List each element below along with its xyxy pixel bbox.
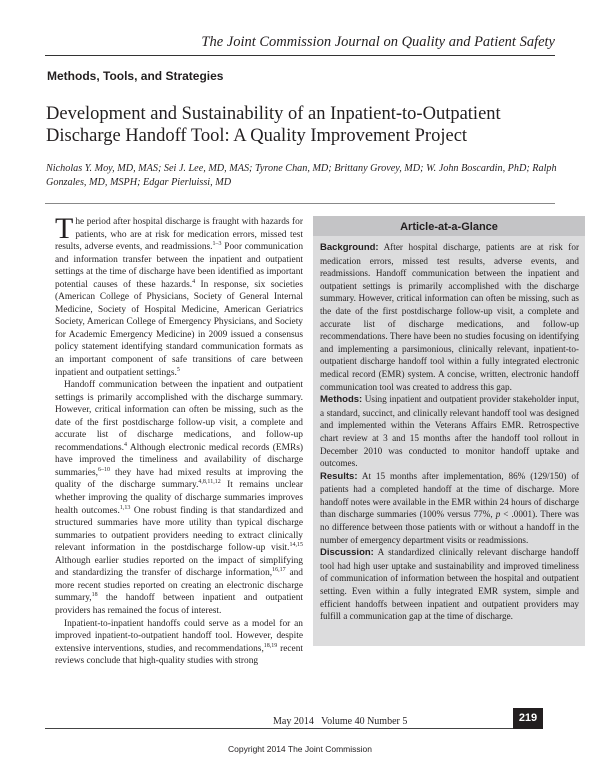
citation: 4 [192,278,196,285]
copyright-notice: Copyright 2014 The Joint Commission [228,744,372,754]
header-rule [45,55,555,56]
citation: 4 [124,441,127,448]
citation: 18,19 [263,642,278,649]
citation: 4,8,11,12 [198,479,221,486]
issue-info: May 2014 Volume 40 Number 5 [273,716,408,727]
article-title: Development and Sustainability of an Inpatient-to-Outpatient Discharge Handoff Tool: A Quality Improvement Project [46,104,501,146]
journal-title: The Joint Commission Journal on Quality and Patient Safety [201,34,555,50]
citation: 1–3 [212,240,222,247]
sidebar-results: Results: At 15 months after implementation, 86% (129/150) of patients had a completed handoff at the time of discharge. More handoff notes were available in the EMR within 24 hours of discharge than discharge summaries (100% versus 77%, p < .0001). There was no difference between those patients with or without a handoff in the number of emergency department visits or readmissions. [320,470,579,545]
drop-cap: T [55,212,74,245]
body-paragraph-3: Inpatient-to-inpatient handoffs could serve as a model for an improved inpatient-to-outpatient handoff tool. However, despite extensive interventions, studies, and recommendations,$^{18,19}$ recent reviews conclude that high-quality studies with strong [55,618,303,667]
sidebar-background: Background: After hospital discharge, patients are at risk for medication errors, missed test results, adverse events, and readmissions. Handoff communication between the inpatient and outpatient settings is primarily accomplished with the discharge summary. However, critical information can often be missing, such as the date of the first postdischarge follow-up visit, a complete and accurate list of discharge medications, and follow-up recommendations. There have been no studies focusing on identifying and implementing a parsimonious, clinically relevant, inpatient-to-outpatient discharge handoff tool within a fully integrated electronic medical record (EMR) system. A concise, written, electronic handoff communication tool was created to address this gap. [320,242,579,392]
sidebar-discussion: Discussion: A standardized clinically relevant discharge handoff tool had high user uptake and sustainability and improved timeliness of communication of information between the hospital and outpatient setting. Even within a fully integrated EMR system, simple and efficient handoffs between inpatient and outpatient providers may fulfill a communication gap at the time of discharge. [320,547,579,622]
sidebar-body [313,236,585,623]
sidebar-title: Article-at-a-Glance [313,216,585,236]
body-paragraph-2: Handoff communication between the inpatient and outpatient settings is primarily accomplished with the discharge summary. However, critical information can often be missing, such as the date of the first postdischarge follow-up visit, a complete and accurate list of discharge medications, and follow-up recommendations.$^4$ Although electronic medical records (EMRs) have improved the timeliness and availability of discharge summaries,$^{6-10}$ they have had mixed results at improving the quality of the discharge summary.$^{4,8,11,12}$ It remains unclear whether improving the quality of discharge summaries improves health outcomes.$^{1,13}$ One robust finding is that standardized and structured summaries have more utility than typical discharge summaries to outpatient providers needing to extract clinically relevant information in the postdischarge follow-up visit.$^{14,15}$ Although earlier studies reported on the impact of simplifying and standardizing the transfer of discharge information,$^{16,17}$ and more recent studies reported on creating an electronic discharge summary,$^{18}$ the handoff between inpatient and outpatient providers has remained the focus of interest. [55,380,304,616]
article-authors: Nicholas Y. Moy, MD, MAS; Sei J. Lee, MD, MAS; Tyrone Chan, MD; Brittany Grovey, MD; W. John Boscardin, PhD; Ralph Gonzales, MD, MSPH; Edgar Pierluissi, MD [46,163,557,188]
sidebar-methods: Methods: Using inpatient and outpatient provider stakeholder input, a standard, succinct, and clinically relevant handoff tool was designed and implemented within the Veterans Affairs EMR. Retrospective chart review at 3 and 15 months after the handoff tool rollout in December 2010 was conducted to monitor handoff uptake and outcomes. [320,394,579,469]
body-paragraph-1: The period after hospital discharge is fraught with hazards for patients, who are at risk for medication errors, missed test results, adverse events, and readmissions.$^{1-3}$ Poor communication and information transfer between the inpatient and outpatient settings at the time of discharge have been identified as important potential causes of these hazards.$^4$ In response, six societies (American College of Physicians, Society of General Internal Medicine, Society of Hospital Medicine, American Geriatrics Society, American College of Emergency Physicians, and Society for Academic Emergency Medicine) in 2009 issued a consensus policy statement identifying standard communication formats as an important component of safe transitions of care between inpatient and outpatient settings.$^5$ [55,212,304,378]
footer-rule [45,728,513,729]
citation: 5 [176,366,180,373]
citation: 18 [91,592,98,599]
section-label: Methods, Tools, and Strategies [47,69,224,83]
citation: 6–10 [97,466,110,473]
citation: 16,17 [272,567,286,574]
article-at-a-glance-box [313,216,585,646]
body-column [55,212,304,668]
page-number: 219 [513,708,543,729]
citation: 1,13 [119,504,131,511]
title-rule [45,203,555,204]
citation: 14,15 [289,542,303,549]
